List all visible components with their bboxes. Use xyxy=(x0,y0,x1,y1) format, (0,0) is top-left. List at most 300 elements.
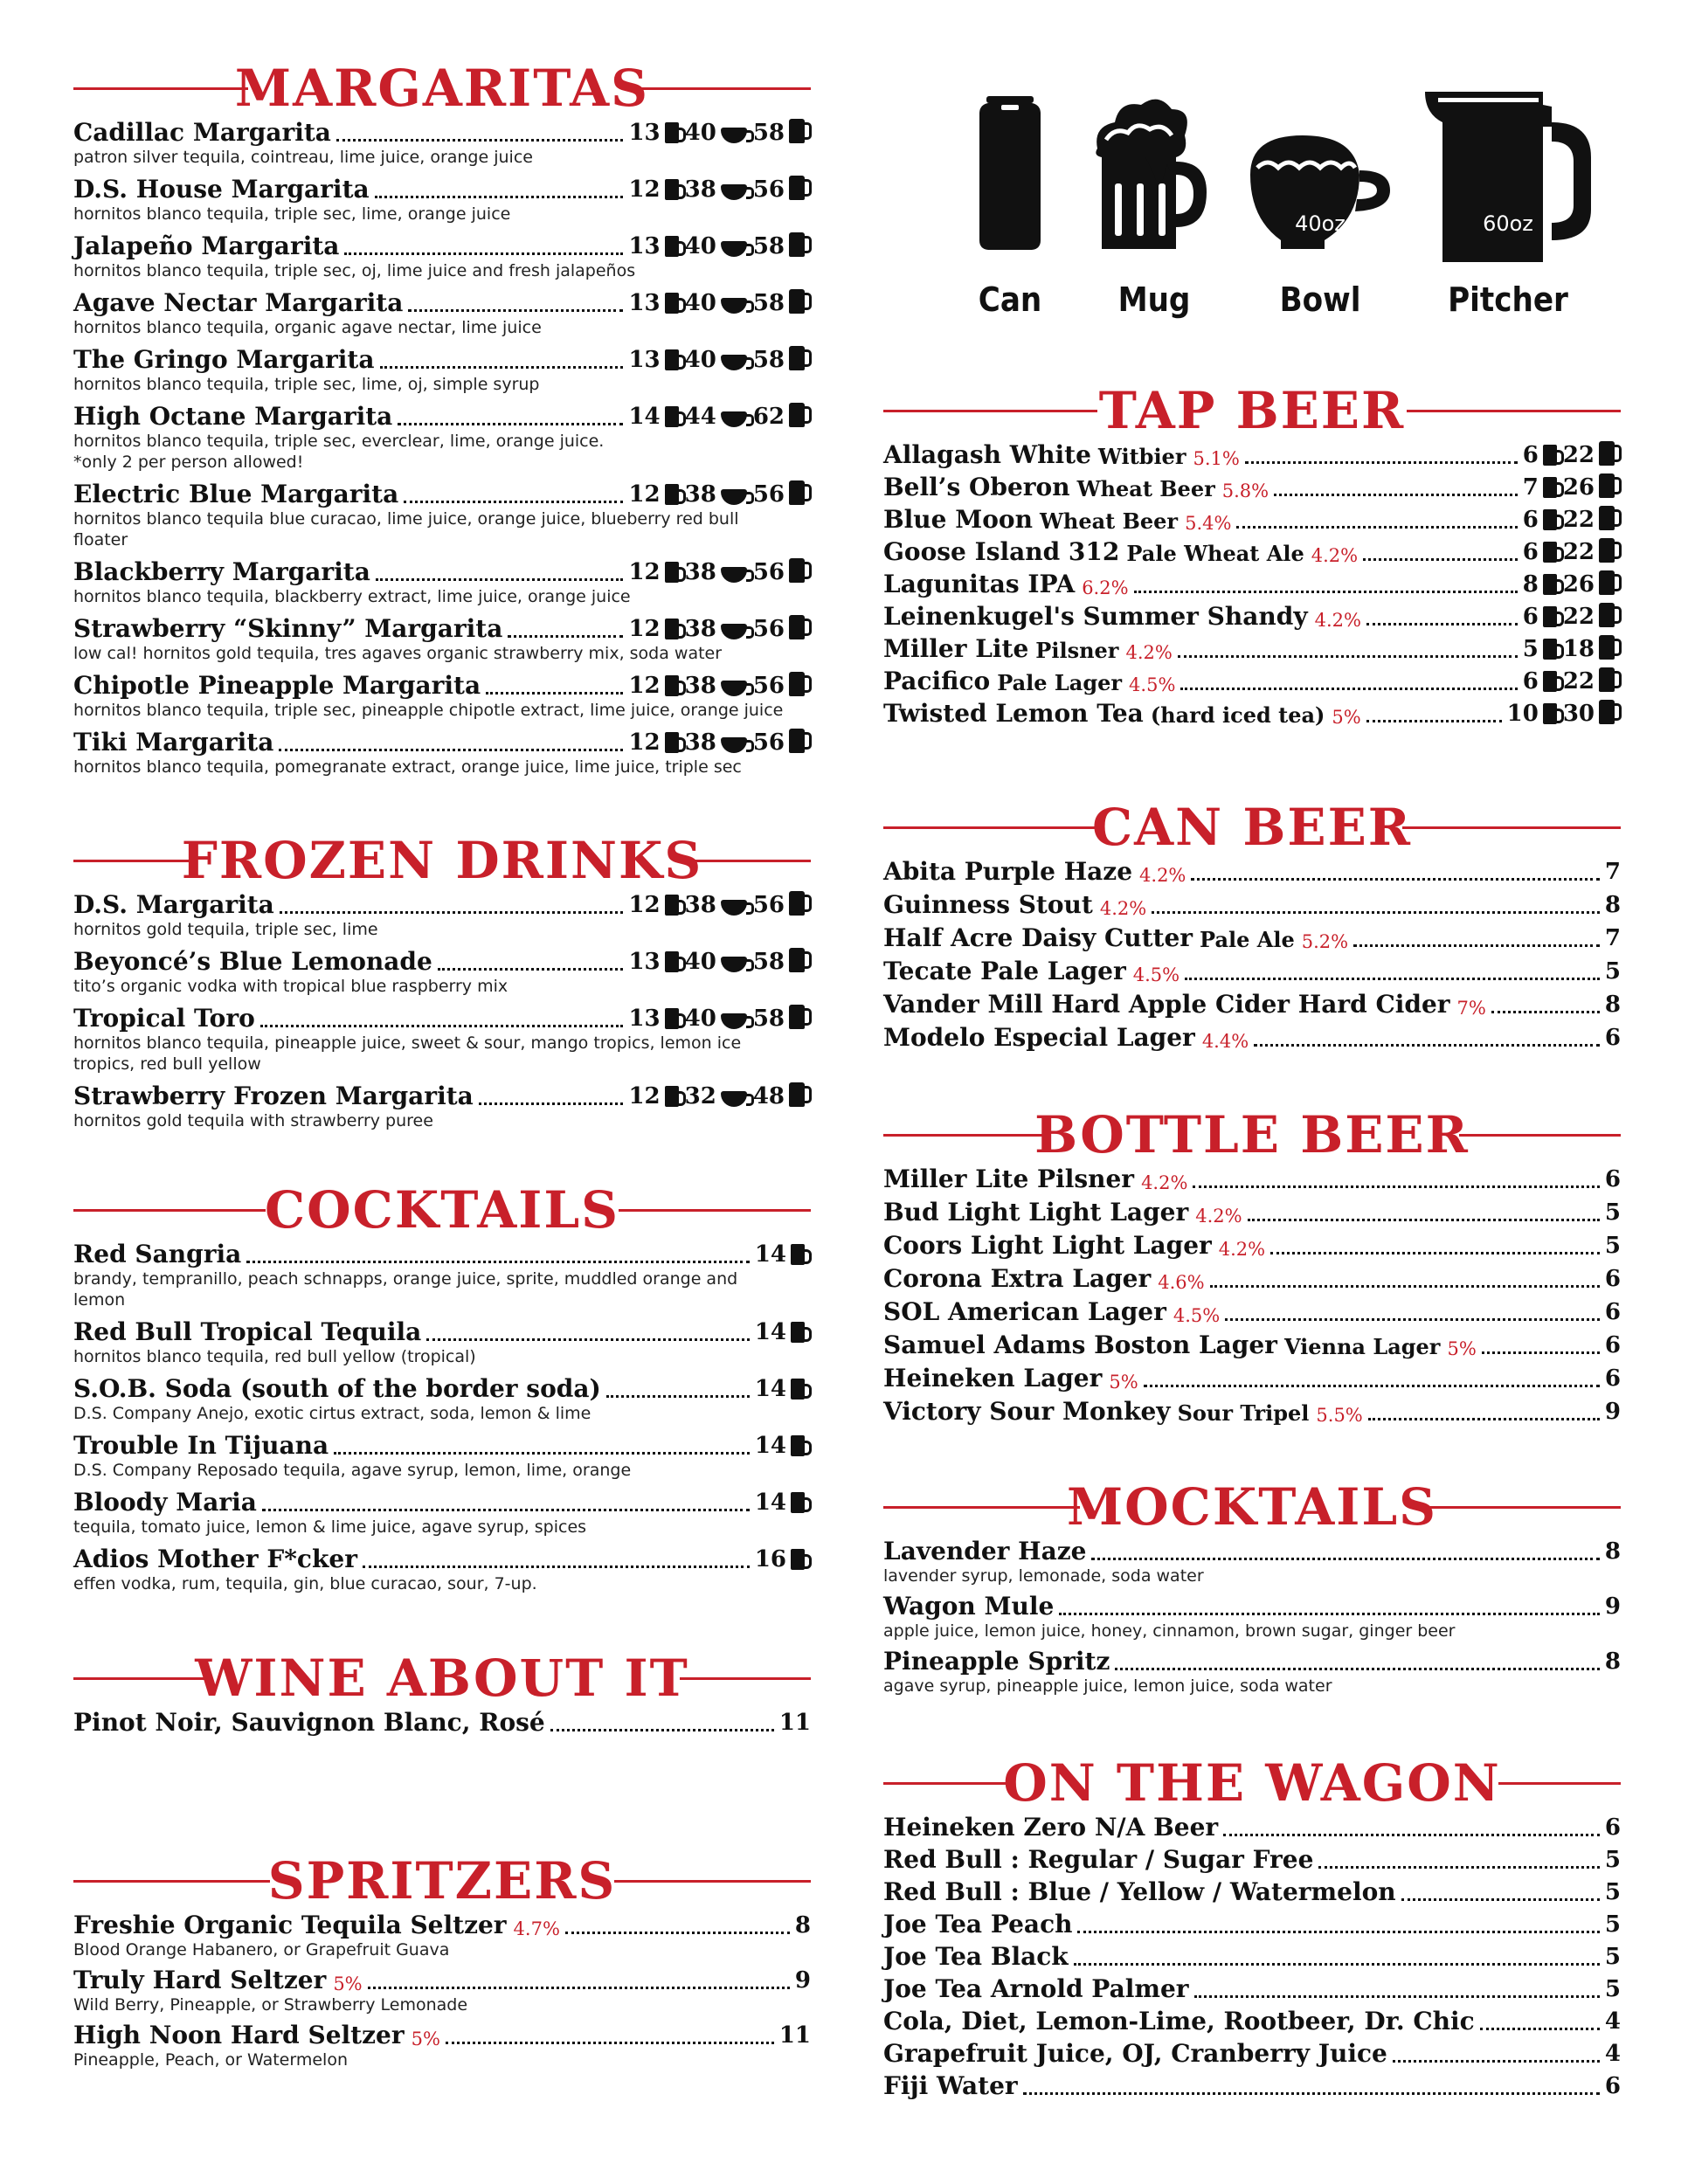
item-name: S.O.B. Soda (south of the border soda) xyxy=(73,1374,601,1403)
item-abv: 4.5% xyxy=(1129,674,1176,695)
item-row xyxy=(883,2040,1621,2068)
price-bowl: 40 xyxy=(684,949,716,975)
section-title: SPRITZERS xyxy=(267,1851,617,1911)
item-name: D.S. Margarita xyxy=(73,890,274,919)
price-pitcher: 56 xyxy=(752,559,785,585)
item-name: Chipotle Pineapple Margarita xyxy=(73,671,481,700)
mug-icon xyxy=(665,562,679,583)
legend-pitcher xyxy=(1421,87,1595,319)
menu-item xyxy=(73,948,811,997)
menu-item xyxy=(883,538,1621,566)
item-description: lemon xyxy=(73,1290,126,1310)
bowl-icon xyxy=(721,957,747,972)
dot-leader xyxy=(1270,1252,1600,1254)
item-row xyxy=(73,1241,811,1268)
item-abv: 4.2% xyxy=(1139,865,1186,886)
item-price: 6 xyxy=(1604,1299,1621,1325)
dot-leader xyxy=(408,309,623,312)
menu-item xyxy=(883,1878,1621,1906)
mug-icon xyxy=(1543,606,1557,627)
menu-item xyxy=(883,441,1621,469)
item-name: Beyoncé’s Blue Lemonade xyxy=(73,947,432,976)
price-bowl: 40 xyxy=(684,347,716,373)
item-description: D.S. Company Anejo, exotic cirtus extract, soda, lemon & lime xyxy=(73,1404,591,1423)
section-header xyxy=(883,1752,1621,1814)
bottle-beer-section xyxy=(883,1104,1621,1431)
item-name: Heineken Zero N/A Beer xyxy=(883,1813,1219,1842)
dot-leader xyxy=(336,139,624,142)
price-pitcher: 22 xyxy=(1562,668,1595,695)
item-description: hornitos blanco tequila, triple sec, everclear, lime, orange juice. xyxy=(73,432,605,451)
dot-leader xyxy=(479,1102,624,1105)
price-pitcher: 30 xyxy=(1562,701,1595,727)
item-row xyxy=(73,672,811,700)
mug-icon xyxy=(1543,445,1557,466)
section-title: CAN BEER xyxy=(1091,798,1412,857)
item-name: Tiki Margarita xyxy=(73,728,274,757)
item-row xyxy=(883,570,1621,598)
dot-leader xyxy=(1178,655,1518,658)
item-style: Pale Wheat Ale xyxy=(1126,541,1304,566)
pitcher-icon xyxy=(789,289,805,314)
dot-leader xyxy=(1074,1963,1600,1966)
mug-icon xyxy=(665,1008,679,1029)
item-row xyxy=(883,1298,1621,1326)
dot-leader xyxy=(334,1452,750,1455)
can-beer-section xyxy=(883,797,1621,1057)
item-style: (hard iced tea) xyxy=(1150,702,1325,728)
section-header xyxy=(883,797,1621,858)
item-list xyxy=(883,1165,1621,1426)
dot-leader xyxy=(1225,1318,1600,1321)
item-row xyxy=(883,506,1621,534)
menu-item xyxy=(883,1593,1621,1641)
section-title: COCKTAILS xyxy=(264,1180,620,1240)
menu-item xyxy=(73,176,811,225)
menu-item xyxy=(883,700,1621,728)
dot-leader xyxy=(1180,688,1517,690)
bowl-icon xyxy=(721,355,747,370)
price-mug: 12 xyxy=(628,559,661,585)
item-price: 6 xyxy=(1604,2073,1621,2099)
item-name: Bud Light Light Lager xyxy=(883,1198,1189,1227)
mug-icon xyxy=(791,1379,805,1400)
item-name: Joe Tea Arnold Palmer xyxy=(883,1974,1189,2003)
item-row xyxy=(73,346,811,374)
item-abv: 5.4% xyxy=(1185,513,1232,534)
dot-leader xyxy=(486,692,623,695)
section-title: BOTTLE BEER xyxy=(1034,1105,1470,1165)
item-name: Tropical Toro xyxy=(73,1004,255,1033)
item-description: low cal! hornitos gold tequila, tres agaves organic strawberry mix, soda water xyxy=(73,644,723,663)
menu-item xyxy=(883,2072,1621,2100)
dot-leader xyxy=(438,968,624,971)
menu-item xyxy=(883,991,1621,1019)
item-row xyxy=(883,1199,1621,1227)
bowl-icon xyxy=(721,1091,747,1107)
dot-leader xyxy=(606,1395,750,1398)
item-name: Abita Purple Haze xyxy=(883,857,1133,886)
menu-item xyxy=(883,2040,1621,2068)
item-price: 8 xyxy=(1604,1538,1621,1565)
mug-icon xyxy=(1543,477,1557,498)
dot-leader xyxy=(1353,944,1600,947)
item-price: 5 xyxy=(1604,1944,1621,1970)
item-price: 6 xyxy=(1604,1365,1621,1392)
item-description: hornitos blanco tequila, triple sec, lime, orange juice xyxy=(73,204,511,224)
legend-mug xyxy=(1093,87,1215,319)
item-description: floater xyxy=(73,530,128,549)
item-description: hornitos blanco tequila, blackberry extract, lime juice, orange juice xyxy=(73,587,631,606)
price-mug: 13 xyxy=(628,233,661,259)
item-name: Wagon Mule xyxy=(883,1592,1055,1621)
item-row xyxy=(883,924,1621,952)
price-mug: 16 xyxy=(754,1546,786,1572)
item-row xyxy=(883,1232,1621,1260)
price-pitcher: 56 xyxy=(752,481,785,508)
dot-leader xyxy=(363,1565,750,1568)
section-header xyxy=(883,1476,1621,1538)
item-list xyxy=(73,1911,811,2070)
dot-leader xyxy=(1144,1385,1600,1387)
pitcher-icon xyxy=(1599,538,1615,563)
price-mug: 14 xyxy=(754,1319,786,1345)
section-title: MARGARITAS xyxy=(234,59,650,118)
item-row xyxy=(883,1165,1621,1193)
item-style: Pilsner xyxy=(1035,638,1119,663)
dot-leader xyxy=(404,501,623,503)
mug-icon xyxy=(665,236,679,257)
item-name: Guinness Stout xyxy=(883,890,1093,919)
bowl-icon xyxy=(721,411,747,427)
menu-item xyxy=(73,1966,811,2015)
price-mug: 8 xyxy=(1522,571,1539,598)
menu-item xyxy=(883,506,1621,534)
dot-leader xyxy=(1185,978,1600,980)
price-mug: 6 xyxy=(1522,442,1539,468)
item-name: Leinenkugel's Summer Shandy xyxy=(883,602,1308,631)
item-name: Truly Hard Seltzer xyxy=(73,1966,327,1994)
bowl-icon xyxy=(721,298,747,314)
price-pitcher: 26 xyxy=(1562,474,1595,501)
pitcher-icon xyxy=(1421,87,1595,262)
bowl-icon xyxy=(721,681,747,696)
item-row xyxy=(73,729,811,757)
menu-item xyxy=(73,1489,811,1538)
price-pitcher: 22 xyxy=(1562,442,1595,468)
dot-leader xyxy=(344,252,623,255)
menu-item xyxy=(883,1232,1621,1260)
menu-item xyxy=(883,1943,1621,1971)
item-style: Wheat Beer xyxy=(1039,508,1179,534)
item-description: hornitos blanco tequila, triple sec, lime, oj, simple syrup xyxy=(73,375,540,394)
item-abv: 5% xyxy=(1447,1338,1477,1359)
section-header xyxy=(883,1104,1621,1165)
item-row xyxy=(73,558,811,586)
item-abv: 4.7% xyxy=(513,1918,560,1939)
price-bowl: 38 xyxy=(684,481,716,508)
price-pitcher: 58 xyxy=(752,1006,785,1032)
item-row xyxy=(883,858,1621,886)
pitcher-icon xyxy=(1599,506,1615,530)
item-name: Tecate Pale Lager xyxy=(883,957,1126,985)
on-the-wagon-section xyxy=(883,1752,1621,2105)
item-description: hornitos blanco tequila, triple sec, oj, lime juice and fresh jalapeños xyxy=(73,261,636,280)
mug-icon xyxy=(665,732,679,753)
item-list xyxy=(73,1709,811,1737)
price-bowl: 38 xyxy=(684,673,716,699)
spritzers-section xyxy=(73,1850,811,2077)
item-name: Blackberry Margarita xyxy=(73,557,370,586)
mug-icon xyxy=(665,675,679,696)
price-mug: 5 xyxy=(1522,636,1539,662)
mug-icon xyxy=(791,1435,805,1456)
item-price: 7 xyxy=(1604,925,1621,951)
mug-icon xyxy=(1093,87,1215,262)
price-mug: 13 xyxy=(628,949,661,975)
menu-item xyxy=(883,1398,1621,1426)
legend-label: Pitcher xyxy=(1448,280,1568,319)
dot-leader xyxy=(1482,1351,1600,1354)
item-name: Trouble In Tijuana xyxy=(73,1431,329,1460)
item-name: SOL American Lager xyxy=(883,1297,1166,1326)
item-description: D.S. Company Reposado tequila, agave syrup, lemon, lime, orange xyxy=(73,1461,632,1480)
item-row xyxy=(883,538,1621,566)
item-name: Victory Sour Monkey xyxy=(883,1397,1171,1426)
section-header xyxy=(73,58,811,119)
pitcher-icon xyxy=(789,948,805,972)
item-price: 6 xyxy=(1604,1166,1621,1192)
item-price: 5 xyxy=(1604,1847,1621,1873)
menu-item xyxy=(883,603,1621,631)
item-description: brandy, tempranillo, peach schnapps, orange juice, sprite, muddled orange and xyxy=(73,1269,738,1289)
price-bowl: 38 xyxy=(684,559,716,585)
item-description: effen vodka, rum, tequila, gin, blue curacao, sour, 7-up. xyxy=(73,1574,537,1593)
item-style: Pale Lager xyxy=(997,670,1123,695)
item-abv: 4.2% xyxy=(1099,898,1147,919)
item-row xyxy=(73,119,811,147)
item-description: hornitos gold tequila with strawberry puree xyxy=(73,1111,433,1130)
menu-item xyxy=(73,119,811,168)
item-row xyxy=(883,441,1621,469)
item-row xyxy=(883,1331,1621,1359)
menu-item xyxy=(883,1265,1621,1293)
price-mug: 12 xyxy=(628,481,661,508)
price-mug: 12 xyxy=(628,892,661,918)
mug-icon xyxy=(665,122,679,143)
item-row xyxy=(73,403,811,431)
menu-item xyxy=(73,1709,811,1737)
price-bowl: 40 xyxy=(684,120,716,146)
legend-label: Bowl xyxy=(1279,280,1361,319)
pitcher-icon xyxy=(1599,700,1615,724)
item-name: High Octane Margarita xyxy=(73,402,393,431)
item-abv: 7% xyxy=(1456,998,1486,1019)
item-name: Twisted Lemon Tea xyxy=(883,699,1144,728)
item-row xyxy=(883,1943,1621,1971)
menu-item xyxy=(883,1365,1621,1393)
dot-leader xyxy=(1491,1011,1600,1013)
item-row xyxy=(73,948,811,976)
item-description: Pineapple, Peach, or Watermelon xyxy=(73,2050,348,2070)
section-header xyxy=(73,830,811,891)
mug-icon xyxy=(665,179,679,200)
menu-item xyxy=(883,667,1621,695)
item-description: hornitos blanco tequila, red bull yellow (tropical) xyxy=(73,1347,476,1366)
item-description: patron silver tequila, cointreau, lime juice, orange juice xyxy=(73,148,533,167)
price-pitcher: 56 xyxy=(752,729,785,756)
price-pitcher: 58 xyxy=(752,233,785,259)
menu-item xyxy=(73,558,811,607)
menu-item xyxy=(883,570,1621,598)
item-description: hornitos blanco tequila, pineapple juice, sweet & sour, mango tropics, lemon ice xyxy=(73,1033,742,1053)
pitcher-icon xyxy=(1599,441,1615,466)
item-row xyxy=(883,891,1621,919)
item-name: Red Bull : Blue / Yellow / Watermelon xyxy=(883,1877,1396,1906)
bowl-icon xyxy=(721,567,747,583)
item-list xyxy=(73,119,811,778)
mug-icon xyxy=(665,619,679,639)
menu-item xyxy=(883,473,1621,501)
item-name: Samuel Adams Boston Lager xyxy=(883,1330,1277,1359)
section-header xyxy=(73,1179,811,1241)
frozen-section xyxy=(73,830,811,1139)
item-style: Sour Tripel xyxy=(1177,1400,1310,1426)
item-price: 8 xyxy=(1604,1648,1621,1675)
item-description: hornitos blanco tequila, triple sec, pineapple chipotle extract, lime juice, orange juice xyxy=(73,701,784,720)
mug-icon xyxy=(791,1322,805,1343)
item-description: hornitos blanco tequila, pomegranate extract, orange juice, lime juice, triple sec xyxy=(73,757,742,777)
bowl-icon xyxy=(721,184,747,200)
price-mug: 14 xyxy=(754,1241,786,1268)
mug-icon xyxy=(791,1244,805,1265)
legend-bowl xyxy=(1242,87,1399,319)
item-row xyxy=(883,700,1621,728)
item-price: 8 xyxy=(1604,892,1621,918)
mug-icon xyxy=(1543,671,1557,692)
can-icon xyxy=(962,87,1058,262)
item-abv: 5.8% xyxy=(1221,480,1269,501)
mug-icon xyxy=(665,951,679,972)
bowl-icon xyxy=(721,1013,747,1029)
item-price: 5 xyxy=(1604,1879,1621,1905)
menu-item xyxy=(883,858,1621,886)
pitcher-icon xyxy=(1599,570,1615,595)
dot-leader xyxy=(1363,558,1518,561)
menu-item xyxy=(883,635,1621,663)
item-row xyxy=(73,1911,811,1939)
dot-leader xyxy=(246,1261,750,1263)
item-row xyxy=(883,1024,1621,1052)
legend-label: Can xyxy=(978,280,1042,319)
menu-item xyxy=(73,1005,811,1075)
dot-leader xyxy=(1023,2092,1600,2095)
price-mug: 12 xyxy=(628,729,661,756)
price-bowl: 38 xyxy=(684,176,716,203)
mug-icon xyxy=(665,895,679,916)
bowl-size: 40oz xyxy=(1295,211,1346,236)
menu-item xyxy=(883,1331,1621,1359)
item-row xyxy=(73,1082,811,1110)
item-name: Strawberry Frozen Margarita xyxy=(73,1082,474,1110)
item-row xyxy=(883,957,1621,985)
section-title: ON THE WAGON xyxy=(1003,1753,1501,1813)
price-mug: 6 xyxy=(1522,507,1539,533)
price-mug: 6 xyxy=(1522,668,1539,695)
pitcher-icon xyxy=(1599,473,1615,498)
item-price: 11 xyxy=(778,1710,811,1736)
pitcher-icon xyxy=(789,672,805,696)
item-price: 6 xyxy=(1604,1025,1621,1051)
margaritas-section xyxy=(73,58,811,785)
menu-item xyxy=(883,1846,1621,1874)
mug-icon xyxy=(1543,639,1557,660)
mug-icon xyxy=(665,293,679,314)
item-price: 9 xyxy=(794,1967,811,1994)
item-row xyxy=(73,480,811,508)
item-price: 5 xyxy=(1604,1911,1621,1938)
item-list xyxy=(883,858,1621,1052)
item-abv: 5.5% xyxy=(1316,1405,1363,1426)
item-name: Half Acre Daisy Cutter xyxy=(883,923,1193,952)
menu-item xyxy=(73,1241,811,1310)
dot-leader xyxy=(279,749,623,751)
menu-item xyxy=(73,1545,811,1594)
item-name: Strawberry “Skinny” Margarita xyxy=(73,614,503,643)
item-name: Jalapeño Margarita xyxy=(73,232,340,260)
menu-item xyxy=(883,2008,1621,2035)
menu-item xyxy=(883,924,1621,952)
dot-leader xyxy=(1194,1995,1600,1998)
mug-icon xyxy=(1543,574,1557,595)
item-abv: 4.6% xyxy=(1158,1272,1205,1293)
menu-item xyxy=(73,1911,811,1960)
item-style: Pale Ale xyxy=(1200,927,1295,952)
pitcher-icon xyxy=(789,1082,805,1107)
dot-leader xyxy=(1366,720,1502,722)
mug-icon xyxy=(1543,509,1557,530)
item-row xyxy=(883,1398,1621,1426)
menu-item xyxy=(73,2022,811,2070)
item-abv: 4.2% xyxy=(1141,1172,1188,1193)
mug-icon xyxy=(1543,703,1557,724)
section-header xyxy=(883,380,1621,441)
section-title: WINE ABOUT IT xyxy=(195,1648,689,1708)
item-row xyxy=(883,1538,1621,1565)
section-title: FROZEN DRINKS xyxy=(181,831,703,890)
item-description: tito’s organic vodka with tropical blue raspberry mix xyxy=(73,977,508,996)
item-name: D.S. House Margarita xyxy=(73,175,370,204)
item-row xyxy=(883,1265,1621,1293)
item-abv: 4.5% xyxy=(1173,1305,1221,1326)
item-name: Bell’s Oberon xyxy=(883,473,1070,501)
mug-icon xyxy=(665,406,679,427)
item-name: Allagash White xyxy=(883,440,1091,469)
menu-item xyxy=(883,1538,1621,1586)
item-row xyxy=(73,891,811,919)
item-row xyxy=(73,615,811,643)
item-price: 4 xyxy=(1604,2041,1621,2067)
item-description: tequila, tomato juice, lemon & lime juice, agave syrup, spices xyxy=(73,1517,587,1537)
item-description: hornitos gold tequila, triple sec, lime xyxy=(73,920,378,939)
dot-leader xyxy=(280,911,624,914)
menu-item xyxy=(883,1165,1621,1193)
item-abv: 5% xyxy=(1109,1372,1138,1393)
tap-beer-section xyxy=(883,380,1621,732)
item-name: Cola, Diet, Lemon-Lime, Rootbeer, Dr. Chic xyxy=(883,2007,1475,2035)
price-bowl: 44 xyxy=(684,404,716,430)
item-row xyxy=(73,2022,811,2049)
